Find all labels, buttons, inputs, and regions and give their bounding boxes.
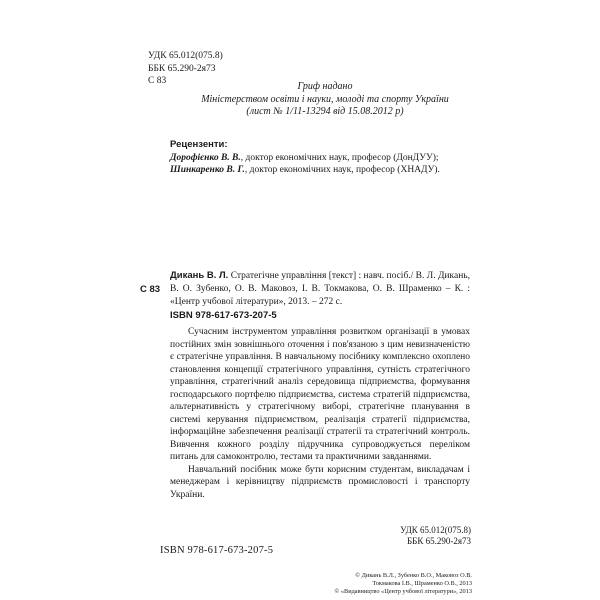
grif-line-2: Міністерством освіти і науки, молоді та спорту України bbox=[201, 93, 449, 105]
ministry-approval bbox=[150, 81, 500, 119]
annotation-paragraph-1: Сучасним інструментом управління розвитком організації в умовах постійних змін зовнішнього оточення і пов'язаною з цим невизначеністю є стратегічне управління. В навчальному посібнику комплексно охоплено становлення концепції стратегічного управління, сутність стратегічного управління, стратегічний аналіз середовища підприємства, формування господарського портфелю підприємства, система стратегій підприємства, альтернативність у стратегічному виборі, стратегічне планування в системі керування підприємством, реалізація стратегії підприємства, інформаційне забезпечення реалізації стратегії та стратегічний контроль. Вивчення кожного розділу підручника супроводжується переліком питань для самоконтролю, тестами та практичними завданнями. bbox=[170, 327, 470, 462]
grif-line-1: Гриф надано bbox=[297, 81, 353, 92]
bbk-code-bottom: ББК 65.290-2я73 bbox=[407, 536, 471, 546]
isbn-bottom: ISBN 978-617-673-207-5 bbox=[160, 545, 274, 556]
copyright-block bbox=[260, 572, 472, 597]
author-mark: С 83 bbox=[148, 76, 167, 86]
bibliographic-description bbox=[170, 270, 470, 308]
reviewer-2-name: Шинкаренко В. Г. bbox=[170, 165, 245, 175]
reviewer-2-details: , доктор економічних наук, професор (ХНАДУ). bbox=[244, 165, 440, 175]
reviewer-2 bbox=[170, 164, 440, 177]
catalog-isbn: ISBN 978-617-673-207-5 bbox=[170, 310, 277, 321]
reviewer-1-name: Дорофієнко В. В. bbox=[170, 152, 241, 163]
classification-codes-bottom bbox=[380, 525, 471, 547]
grif-line-3: (лист № 1/11-13294 від 15.08.2012 р) bbox=[246, 106, 404, 117]
copyright-line-1: © Дикань В.Л., Зубенко В.О., Маковоз О.В. bbox=[355, 572, 472, 579]
reviewers-header: Рецензенти: bbox=[170, 139, 228, 150]
annotation-paragraph-2: Навчальний посібник може бути корисним студентам, викладачам і менеджерам і керівництву підприємств промисловості і транспорту України. bbox=[170, 464, 470, 500]
catalog-author: Дикань В. Л. bbox=[170, 270, 229, 281]
catalog-description: Стратегічне управління [текст] : навч. посіб./ В. Л. Дикань, В. О. Зубенко, О. В. Маковоз, І. В. Токмакова, О. В. Шраменко – К. : «Центр учбової літератури», 2013. – 272 с. bbox=[170, 271, 470, 307]
catalog-author-mark: С 83 bbox=[140, 284, 161, 295]
reviewer-1 bbox=[170, 152, 440, 165]
annotation bbox=[170, 326, 470, 501]
bbk-code: ББК 65.290-2я73 bbox=[148, 63, 216, 74]
udk-code: УДК 65.012(075.8) bbox=[148, 51, 223, 61]
udk-code-bottom: УДК 65.012(075.8) bbox=[400, 525, 471, 535]
copyright-line-2: Токмакова І.В., Шраменко О.В., 2013 bbox=[372, 580, 472, 588]
reviewer-1-details: , доктор економічних наук, професор (ДонДУУ); bbox=[240, 152, 439, 163]
reviewers-block bbox=[170, 139, 440, 177]
copyright-line-3: © «Видавництво «Центр учбової літератури», 2013 bbox=[334, 588, 472, 596]
